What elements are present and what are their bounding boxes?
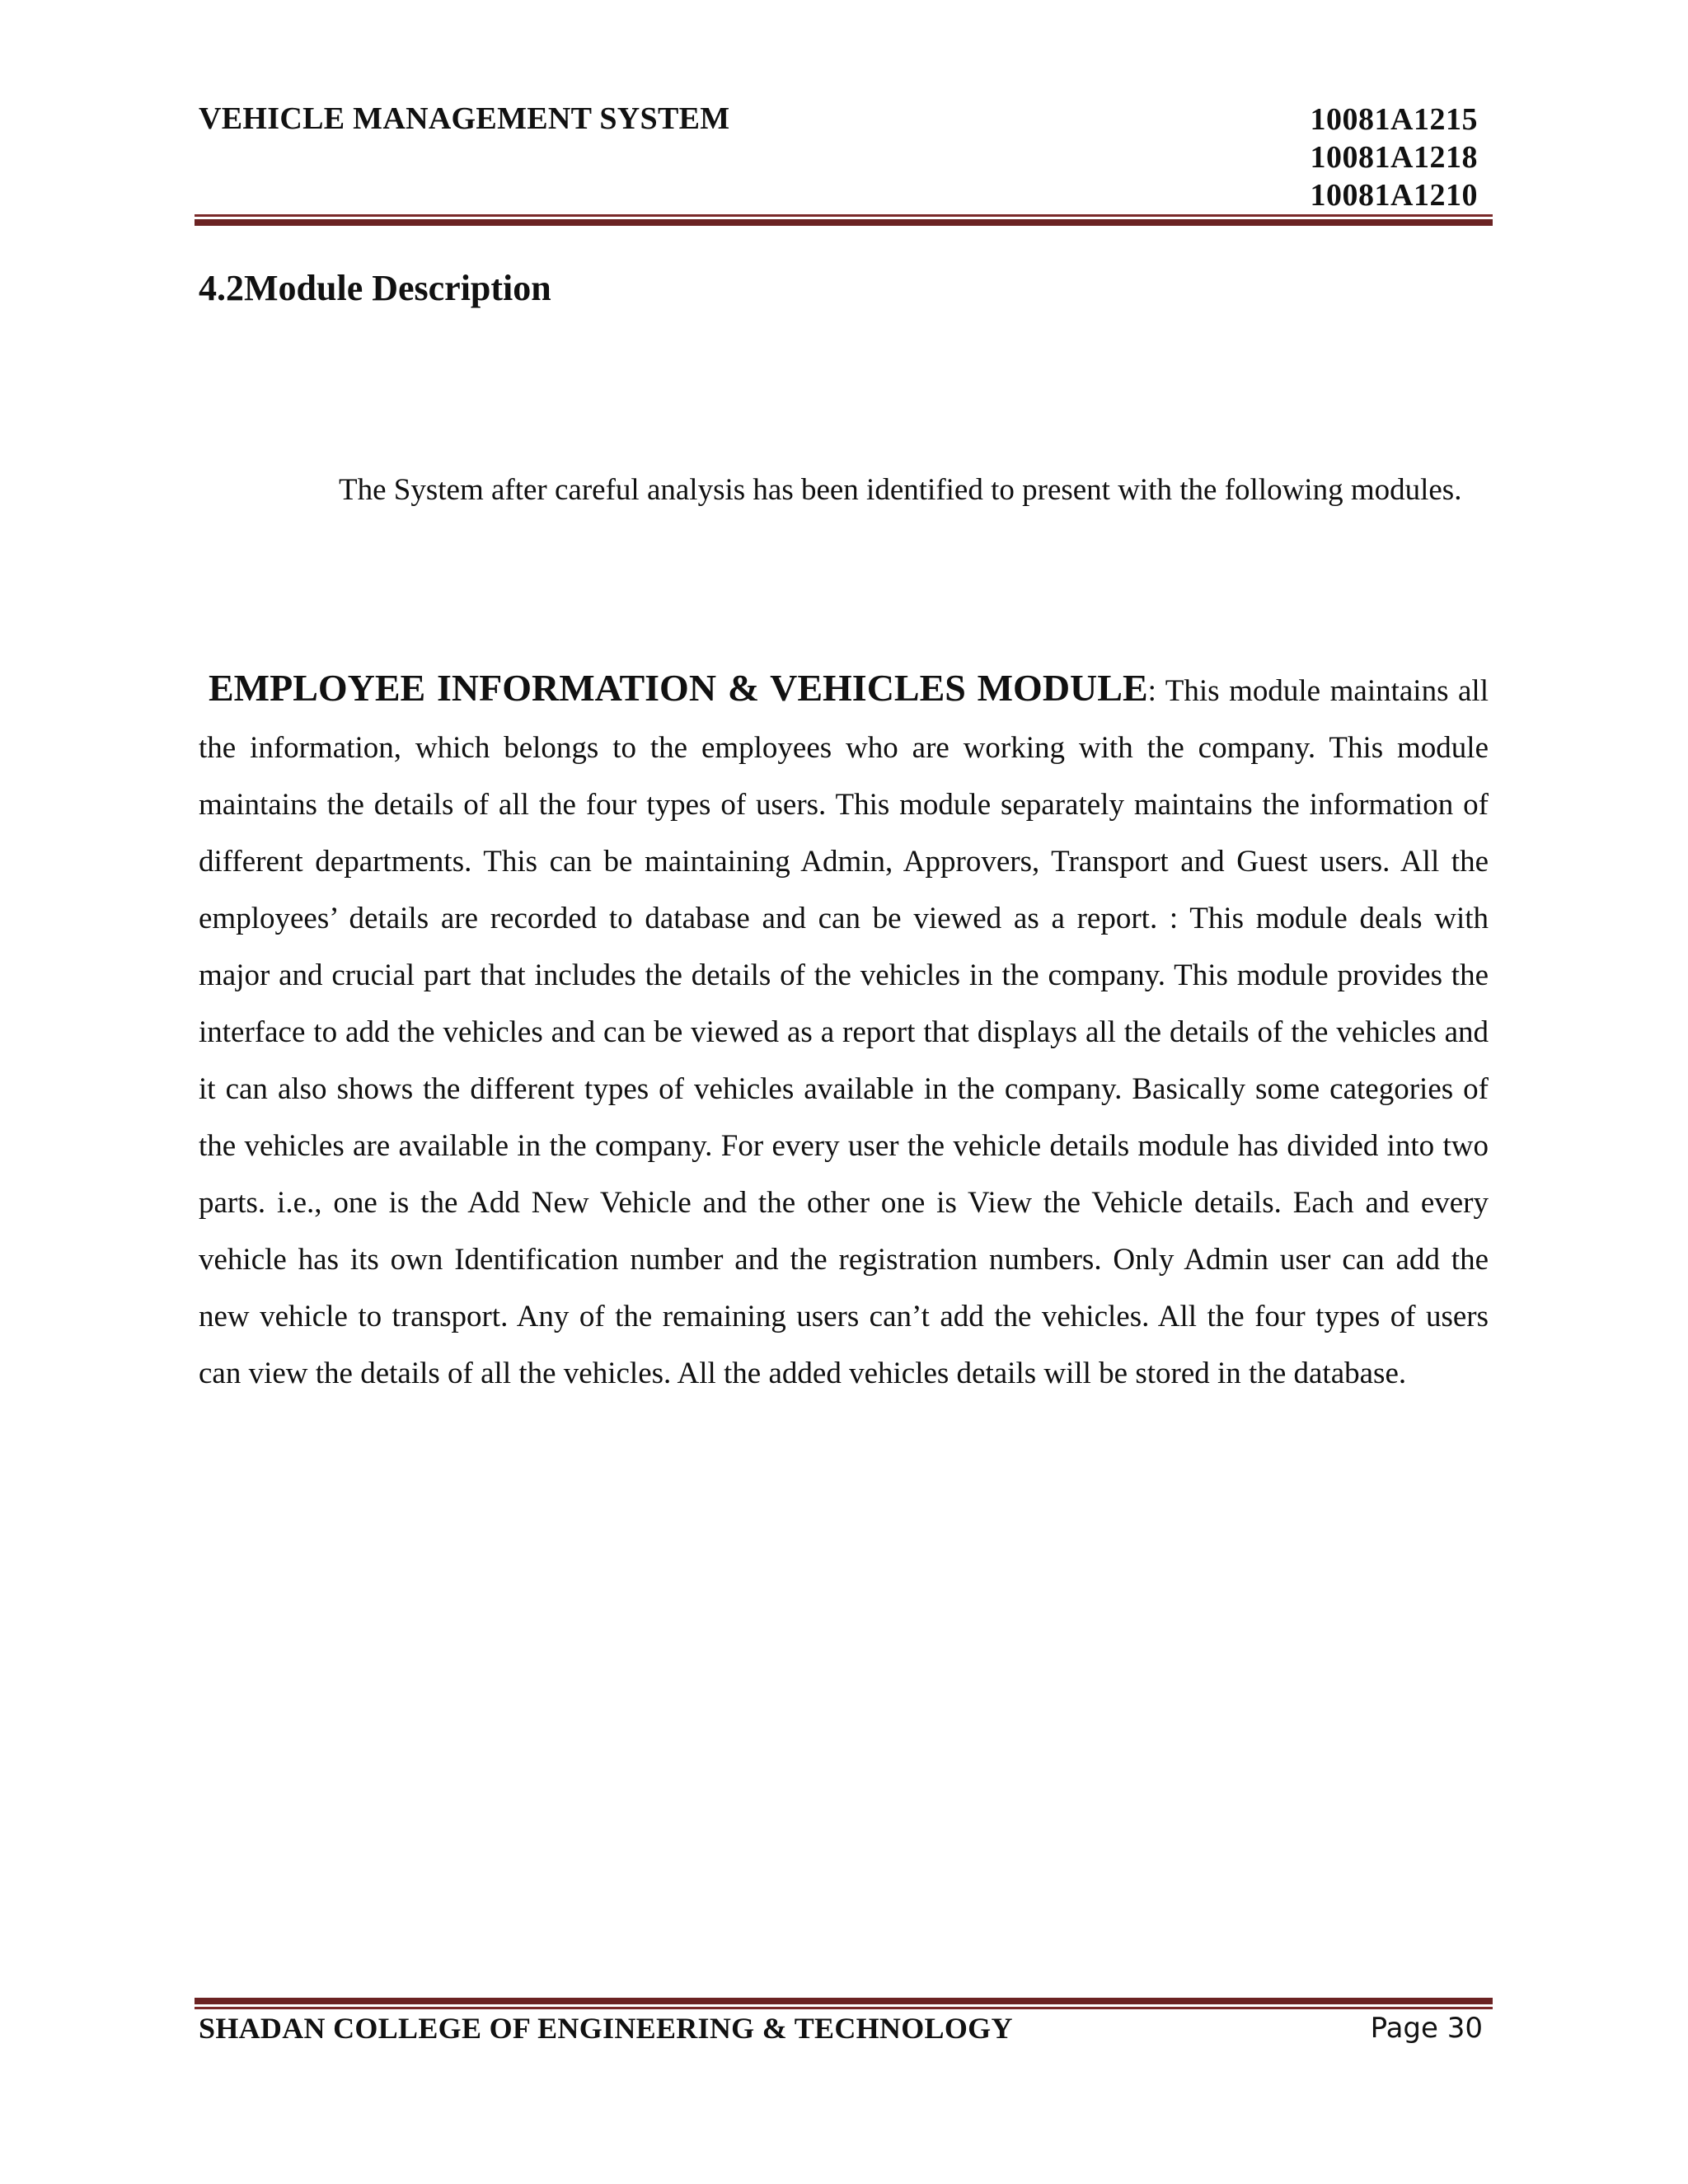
footer-college-name: SHADAN COLLEGE OF ENGINEERING & TECHNOLOGY [199,2012,1013,2045]
section-heading: 4.2Module Description [199,268,551,308]
header-title: VEHICLE MANAGEMENT SYSTEM [199,101,730,136]
header-roll-numbers [1311,101,1478,214]
module-description-paragraph [199,659,1489,1402]
page-number: Page 30 [1370,2012,1483,2045]
module-description-text: : This module maintains all the information, which belongs to the employees who are working with the company. This module maintains the details of all the four types of users. This module separately maintains the information of different departments. This can be maintaining Admin, Approvers, Transport and Guest users. All the employees’ details are recorded to database and can be viewed as a report. : This module deals with major and crucial part that includes the details of the vehicles in the company. This module provides the interface to add the vehicles and can be viewed as a report that displays all the details of the vehicles and it can also shows the different types of vehicles available in the company. Basically some categories of the vehicles are available in the company. For every user the vehicle details module has divided into two parts. i.e., one is the Add New Vehicle and the other one is View the Vehicle details. Each and every vehicle has its own Identification number and the registration numbers. Only Admin user can add the new vehicle to transport. Any of the remaining users can’t add the vehicles. All the four types of users can view the details of all the vehicles. All the added vehicles details will be stored in the database. [199,674,1489,1390]
module-name: EMPLOYEE INFORMATION & VEHICLES MODULE [209,667,1148,709]
header-divider [195,214,1493,226]
roll-number: 10081A1210 [1310,178,1478,213]
roll-number: 10081A1215 [1310,102,1478,137]
intro-paragraph: The System after careful analysis has been identified to present with the following modules. [339,473,1462,507]
roll-number: 10081A1218 [1310,140,1478,175]
